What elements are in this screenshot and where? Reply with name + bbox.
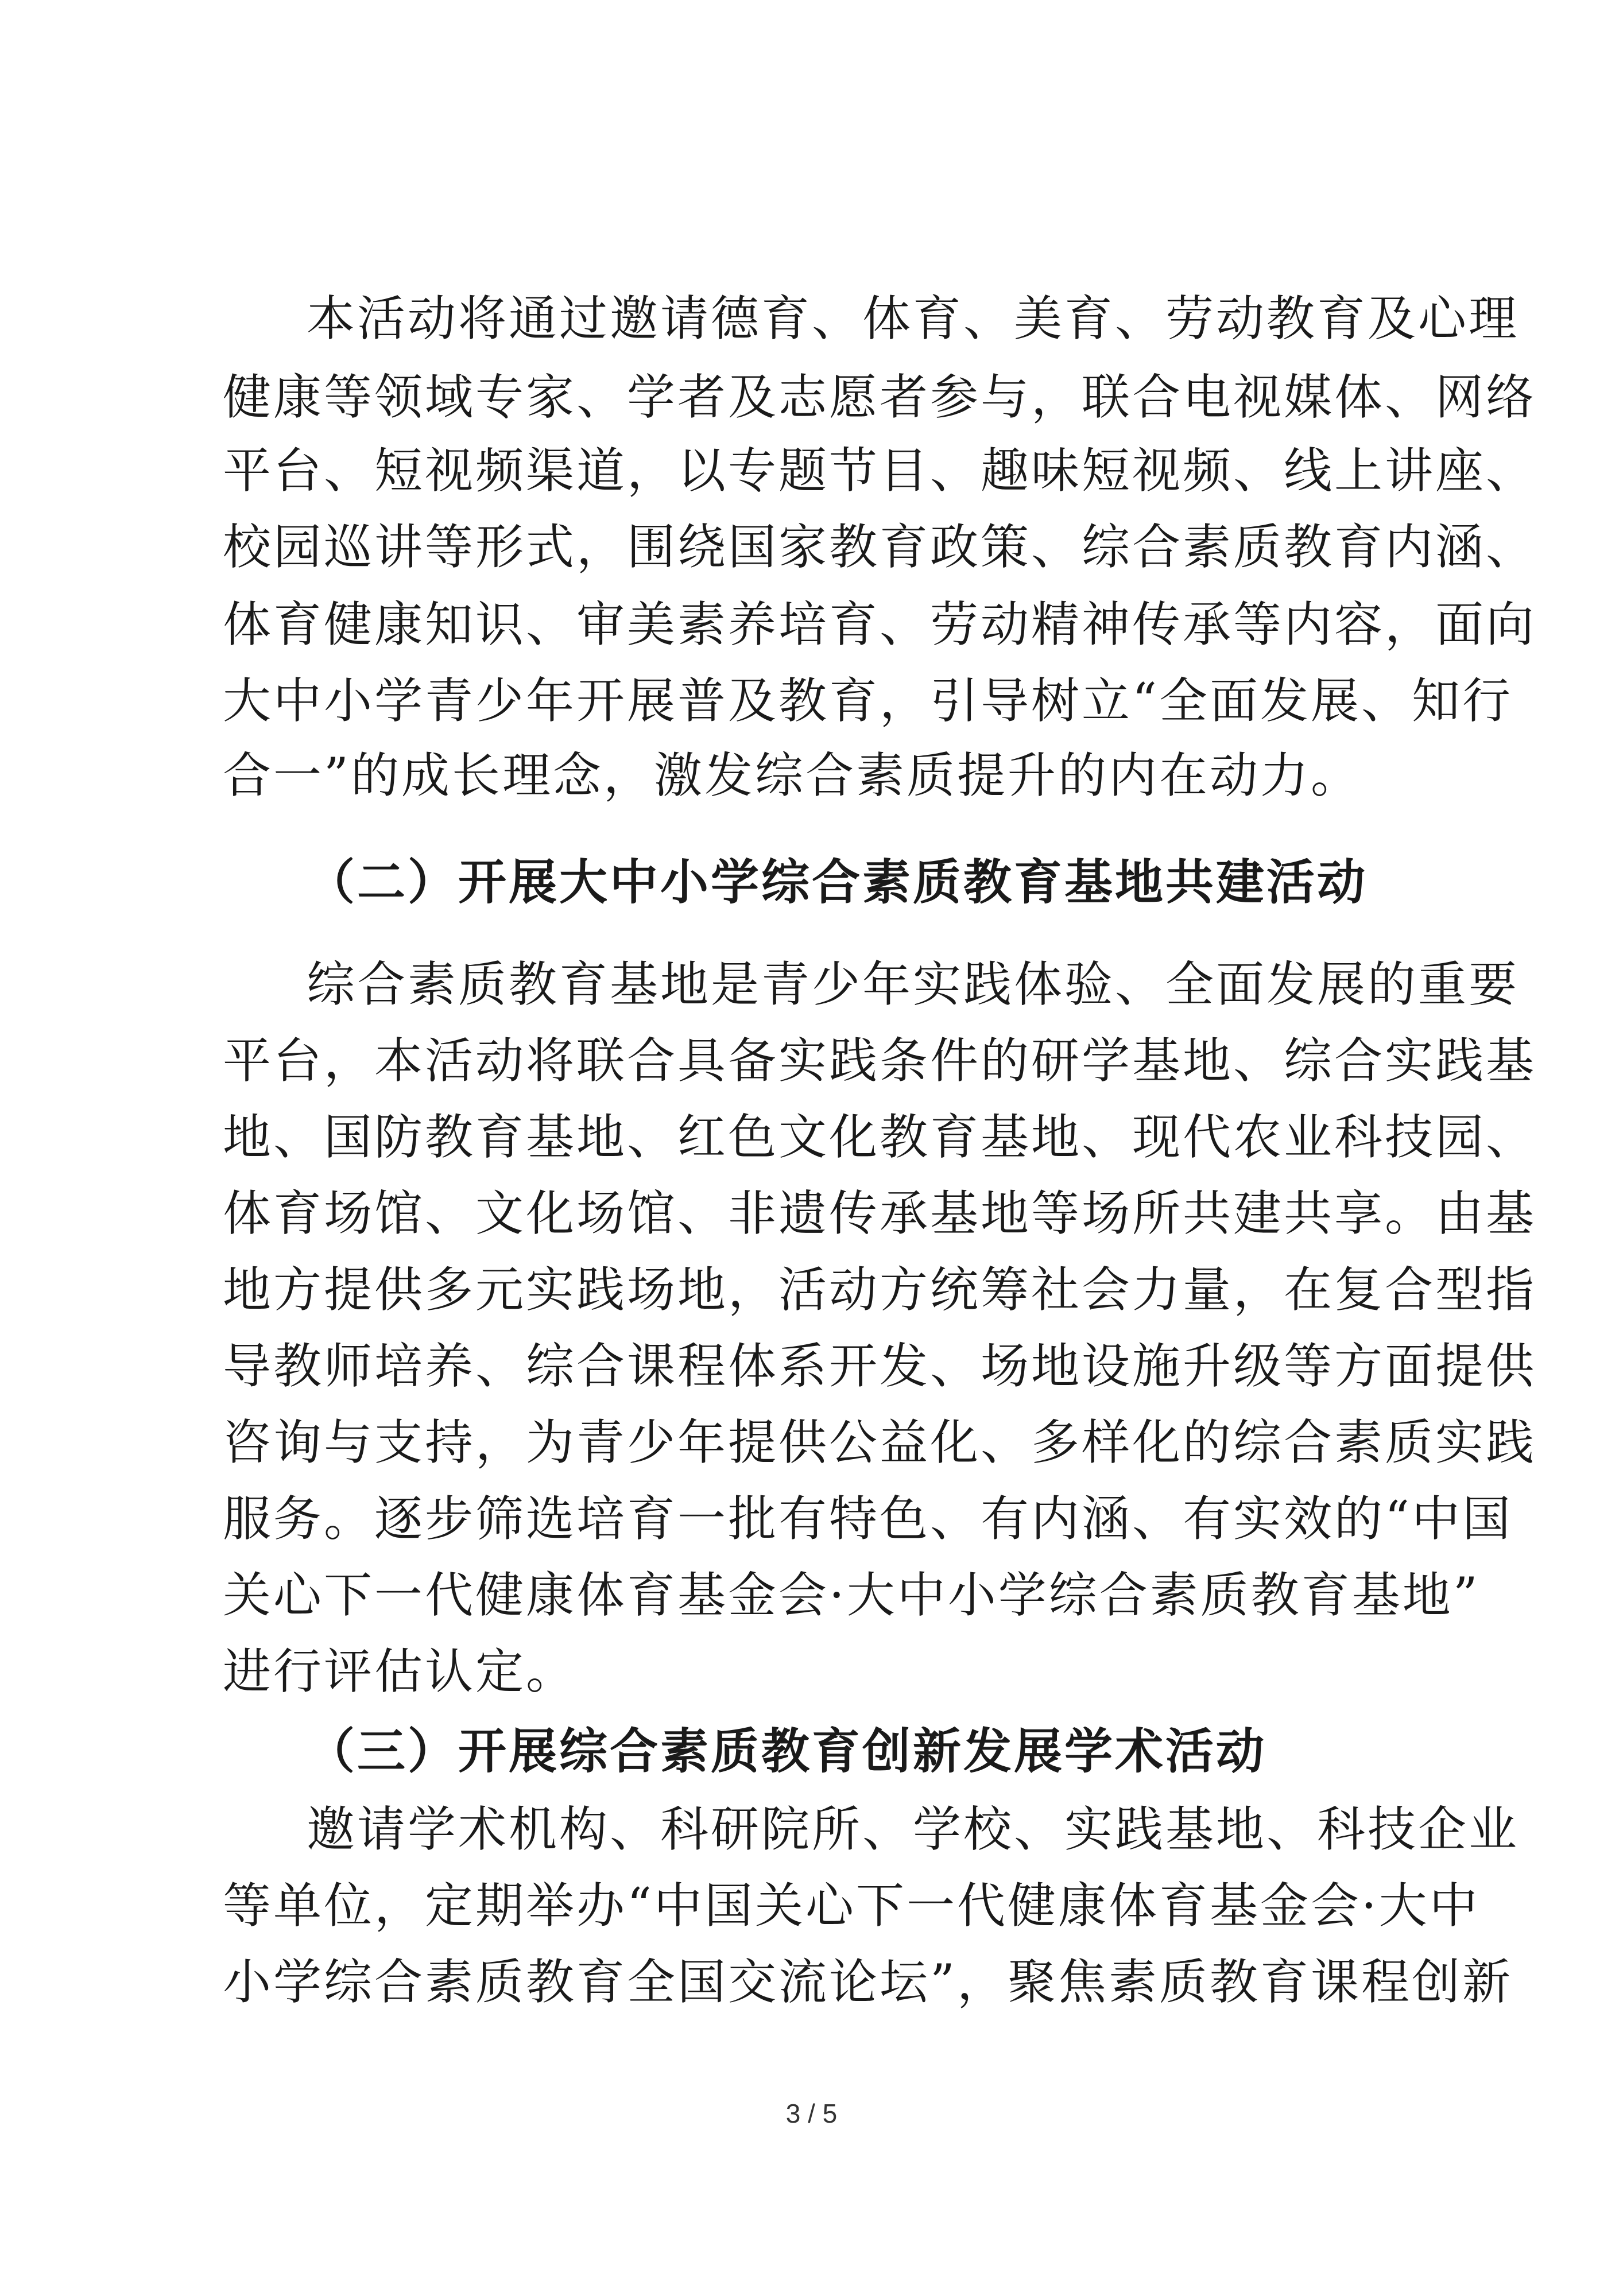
paragraph-1-line-5: 体育健康知识、审美素养培育、劳动精神传承等内容，面向 bbox=[223, 596, 1537, 653]
paragraph-2-line-2: 平台，本活动将联合具备实践条件的研学基地、综合实践基 bbox=[223, 1033, 1537, 1089]
paragraph-2-line-1: 综合素质教育基地是青少年实践体验、全面发展的重要 bbox=[307, 956, 1520, 1013]
paragraph-3-line-3: 小学综合素质教育全国交流论坛”，聚焦素质教育课程创新 bbox=[223, 1954, 1513, 2010]
paragraph-2-line-8: 服务。逐步筛选培育一批有特色、有内涵、有实效的“中国 bbox=[223, 1491, 1513, 1547]
paragraph-2-line-10: 进行评估认定。 bbox=[223, 1643, 577, 1700]
paragraph-1-line-2: 健康等领域专家、学者及志愿者参与，联合电视媒体、网络 bbox=[223, 369, 1537, 425]
paragraph-1-line-3: 平台、短视频渠道，以专题节目、趣味短视频、线上讲座、 bbox=[223, 443, 1537, 499]
paragraph-1-line-4: 校园巡讲等形式，围绕国家教育政策、综合素质教育内涵、 bbox=[223, 519, 1537, 575]
paragraph-2-line-9: 关心下一代健康体育基金会·大中小学综合素质教育基地” bbox=[223, 1567, 1480, 1623]
paragraph-1-line-7: 合一”的成长理念，激发综合素质提升的内在动力。 bbox=[223, 747, 1361, 804]
paragraph-1-line-1: 本活动将通过邀请德育、体育、美育、劳动教育及心理 bbox=[307, 290, 1520, 347]
paragraph-2-line-4: 体育场馆、文化场馆、非遗传承基地等场所共建共享。由基 bbox=[223, 1185, 1537, 1242]
paragraph-2-line-7: 咨询与支持，为青少年提供公益化、多样化的综合素质实践 bbox=[223, 1414, 1537, 1471]
paragraph-2-line-6: 导教师培养、综合课程体系开发、场地设施升级等方面提供 bbox=[223, 1338, 1537, 1394]
section-heading-2: （二）开展大中小学综合素质教育基地共建活动 bbox=[307, 854, 1368, 910]
paragraph-2-line-5: 地方提供多元实践场地，活动方统筹社会力量，在复合型指 bbox=[223, 1262, 1537, 1318]
section-heading-3: （三）开展综合素质教育创新发展学术活动 bbox=[307, 1723, 1267, 1779]
page-number: 3 / 5 bbox=[785, 2099, 838, 2128]
paragraph-1-line-6: 大中小学青少年开展普及教育，引导树立“全面发展、知行 bbox=[223, 673, 1513, 729]
paragraph-2-line-3: 地、国防教育基地、红色文化教育基地、现代农业科技园、 bbox=[223, 1109, 1537, 1165]
paragraph-3-line-1: 邀请学术机构、科研院所、学校、实践基地、科技企业 bbox=[307, 1801, 1520, 1857]
paragraph-3-line-2: 等单位，定期举办“中国关心下一代健康体育基金会·大中 bbox=[223, 1878, 1480, 1934]
